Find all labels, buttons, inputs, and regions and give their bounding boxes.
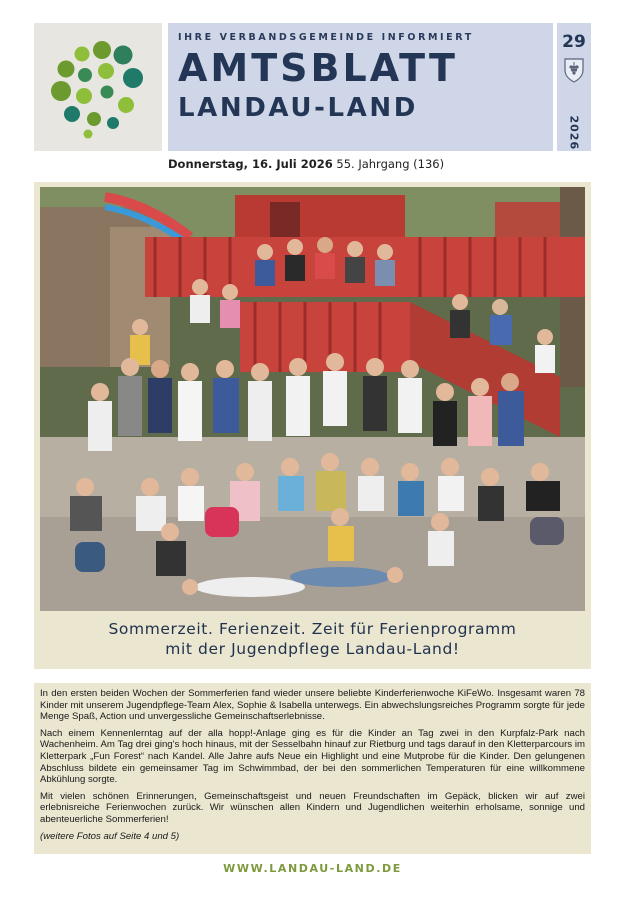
issue-number: 29 bbox=[562, 32, 586, 52]
cover-photo bbox=[40, 187, 585, 611]
article-box bbox=[34, 683, 591, 854]
article-paragraph: Nach einem Kennenlerntag auf der alla hopp!-Anlage ging es für die Kinder an Tag zwei in den Kurpfalz-Park nach Wachenheim. Am Tag drei ging's hoch hinaus, mit der Sesselbahn hinauf zur Rietburg und tags darauf in den Kletterparcours im Kletterpark „Fun Forest“ nach Kandel. Alle Jahre aufs Neue ein Highlight und eine Mutprobe für die Kinder. Den gelungenen Abschluss bildete ein gemeinsamer Tag im Schwimmbad, der bei den sommerlichen Temperaturen für eine willkommene Abkühlung sorgte. bbox=[40, 727, 585, 786]
masthead-subtitle: LANDAU-LAND bbox=[178, 93, 418, 123]
dateline bbox=[168, 157, 444, 171]
masthead-kicker: IHRE VERBANDSGEMEINDE INFORMIERT bbox=[178, 32, 474, 43]
article-paragraph: Mit vielen schönen Erinnerungen, Gemeinschaftsgeist und neuen Freundschaften im Gepäck, blicken wir auf zwei erlebnisreiche Ferienwochen zurück. Wir wünschen allen Kindern und Jugendlichen weiterhin erholsame, sonnige und abenteuerliche Sommerferien! bbox=[40, 790, 585, 825]
group-photo-illustration bbox=[40, 187, 585, 611]
issue-box bbox=[557, 23, 591, 151]
masthead bbox=[168, 23, 553, 151]
cover-caption bbox=[34, 619, 591, 659]
article-note: (weitere Fotos auf Seite 4 und 5) bbox=[40, 830, 180, 842]
article-paragraph: In den ersten beiden Wochen der Sommerferien fand wieder unsere beliebte Kinderferienwoche KiFeWo. Insgesamt waren 78 Kinder mit unserem Jugendpflege-Team Alex, Sophie & Isabella unterwegs. Ein abwechslungsreiches Programm sorgte für jede Menge Spaß, Action und unvergessliche Gemeinschaftserlebnisse. bbox=[40, 688, 585, 723]
issue-edition: 55. Jahrgang (136) bbox=[336, 157, 445, 171]
masthead-title: AMTSBLATT bbox=[178, 46, 458, 90]
coat-of-arms-icon bbox=[563, 57, 585, 83]
issue-year: 2026 bbox=[567, 115, 581, 151]
logo bbox=[34, 23, 162, 151]
dots-logo-icon bbox=[44, 33, 152, 141]
issue-date: Donnerstag, 16. Juli 2026 bbox=[168, 157, 333, 171]
cover-caption-line1: Sommerzeit. Ferienzeit. Zeit für Ferienprogramm bbox=[108, 620, 517, 638]
cover-caption-line2: mit der Jugendpflege Landau-Land! bbox=[165, 640, 460, 658]
cover-section bbox=[34, 182, 591, 669]
footer-website-link[interactable]: WWW.LANDAU-LAND.DE bbox=[223, 862, 402, 875]
